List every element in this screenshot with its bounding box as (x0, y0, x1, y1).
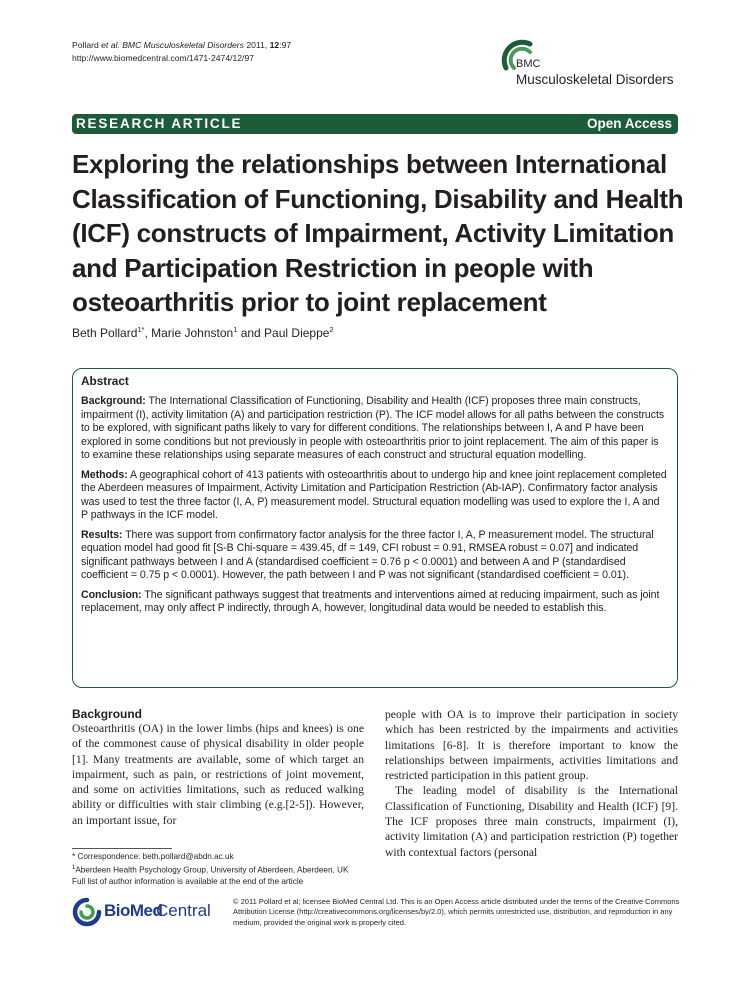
abstract-background-label: Background: (81, 395, 146, 407)
author-list (72, 325, 334, 340)
citation-header (72, 39, 291, 65)
abstract-conclusion-text: The significant pathways suggest that treatments and interventions aimed at reducing impairment, such as joint replacement, may only affect P indirectly, through A, however, longitudinal data would be needed to establish this. (81, 588, 660, 614)
author-affil-sup: 1* (137, 325, 145, 334)
abstract-heading: Abstract (81, 374, 129, 388)
logo-central: Central (156, 901, 211, 920)
license-text: © 2011 Pollard et al; licensee BioMed Central Ltd. This is an Open Access article distributed under the terms of the Creative Commons Attribution License (http://creativecommons.org/licenses/by/2.0), which permits unrestricted use, distribution, and reproduction in any medium, provided the original work is properly cited. (233, 897, 680, 927)
affiliation-sup: 1 (72, 864, 76, 871)
body-paragraph: people with OA is to improve their participation in society which has been restricted by the impairments and activities limitations [6-8]. It is therefore important to know the relationships between impairments, activities limitations and restricted participation in this patient group. (385, 708, 678, 783)
article-type-label: RESEARCH ARTICLE (76, 116, 243, 131)
citation-volume: 12 (269, 40, 280, 50)
body-paragraph: The leading model of disability is the International Classification of Functioning, Disability and Health (ICF) [9]. The ICF proposes three main constructs, impairment (I), activity limitation (A) and participation restriction (P) together with contextual factors (personal (385, 784, 678, 859)
logo-biomed: BioMed (104, 901, 163, 920)
article-title: Exploring the relationships between International Classification of Functioning, Disability and Health (ICF) constructs of Impairment, Activity Limitation and Participation Restriction in people with osteoarthritis prior to joint replacement (72, 149, 684, 317)
author-name: , Marie Johnston (144, 326, 234, 340)
abstract-methods-text: A geographical cohort of 413 patients with osteoarthritis about to undergo hip and knee joint replacement completed the Aberdeen measures of Impairment, Activity Limitation and Participation Restriction (Ab-IAP). Confirmatory factor analysis was used to test the three factor (I, A, P) measurement model. Structural equation modelling was used to explore the I, A and P pathways in the ICF model. (81, 468, 667, 521)
correspondence-note: * Correspondence: beth.pollard@abdn.ac.uk (72, 852, 234, 861)
journal-logo (500, 38, 690, 98)
body-paragraph: Osteoarthritis (OA) in the lower limbs (hips and knees) is one of the commonest cause of physical disability in older people [1]. Many treatments are available, some of which target an impairment, such as pain, or restrictions of joint movement, and some on activities limitations, such as reduced walking ability or difficulties with stair climbing (e.g.[2-5]). However, an important issue, for (72, 722, 364, 827)
abstract-results-label: Results: (81, 528, 123, 541)
affiliation-note (72, 863, 348, 876)
section-heading-background: Background (72, 707, 143, 721)
abstract-results (81, 529, 669, 583)
author-affil-sup: 1 (233, 325, 238, 334)
author-name: Beth Pollard (72, 326, 138, 340)
citation-journal: BMC Musculoskeletal Disorders (122, 40, 244, 50)
affiliation-text: Aberdeen Health Psychology Group, University of Aberdeen, Aberdeen, UK (75, 865, 349, 875)
body-column-left (72, 707, 364, 828)
journal-logo-name: Musculoskeletal Disorders (516, 72, 674, 87)
citation-year: 2011, (246, 40, 268, 50)
abstract-results-text: There was support from confirmatory factor analysis for the three factor I, A, P measurement model. The structural equation model had good fit [S-B Chi-square = 439.45, df = 149, CFI robust = 0.91, RMSEA robust = 0.07] and indicated significant pathways between I and A (standardised coefficient = 0.76 p < 0.0001) and between A and P (standardised coefficient = 0.75 p < 0.0001). However, the path between I and P was not significant (standardised coefficient = 0.01). (81, 528, 654, 581)
article-url[interactable]: http://www.biomedcentral.com/1471-2474/12/97 (72, 53, 255, 63)
citation-authors: Pollard (72, 40, 99, 50)
abstract-conclusion (81, 589, 669, 616)
author-affil-sup: 2 (329, 325, 334, 334)
abstract-conclusion-label: Conclusion: (81, 588, 142, 601)
biomed-central-logo (72, 896, 222, 928)
footnote-divider (72, 848, 172, 849)
citation-etal: et al. (101, 40, 120, 50)
author-info-note: Full list of author information is available at the end of the article (72, 876, 304, 886)
article-type-banner (72, 114, 678, 134)
abstract-methods (81, 469, 669, 523)
open-access-label: Open Access (586, 116, 672, 131)
journal-logo-bmc: BMC (516, 58, 541, 70)
author-name: and Paul Dieppe (237, 326, 330, 340)
abstract-box (72, 368, 678, 688)
body-column-right (385, 707, 678, 860)
biomed-swirl-icon (72, 897, 102, 927)
abstract-methods-label: Methods: (81, 468, 128, 481)
footnotes (72, 851, 348, 887)
abstract-background-text: The International Classification of Functioning, Disability and Health (ICF) proposes three main constructs, impairment (I), activity limitation (A) and participation restriction (P). The ICF model allows for all paths between the constructs to be explored, with significant paths likely to vary for different conditions. The relationships between I, A and P have been explored in some conditions but not previously in people with osteoarthritis prior to joint replacement. The aim of this paper is to examine these relationships using separate measures of each construct and structural equation modelling. (81, 395, 665, 461)
citation-article: :97 (279, 40, 292, 50)
abstract-background (81, 395, 669, 463)
